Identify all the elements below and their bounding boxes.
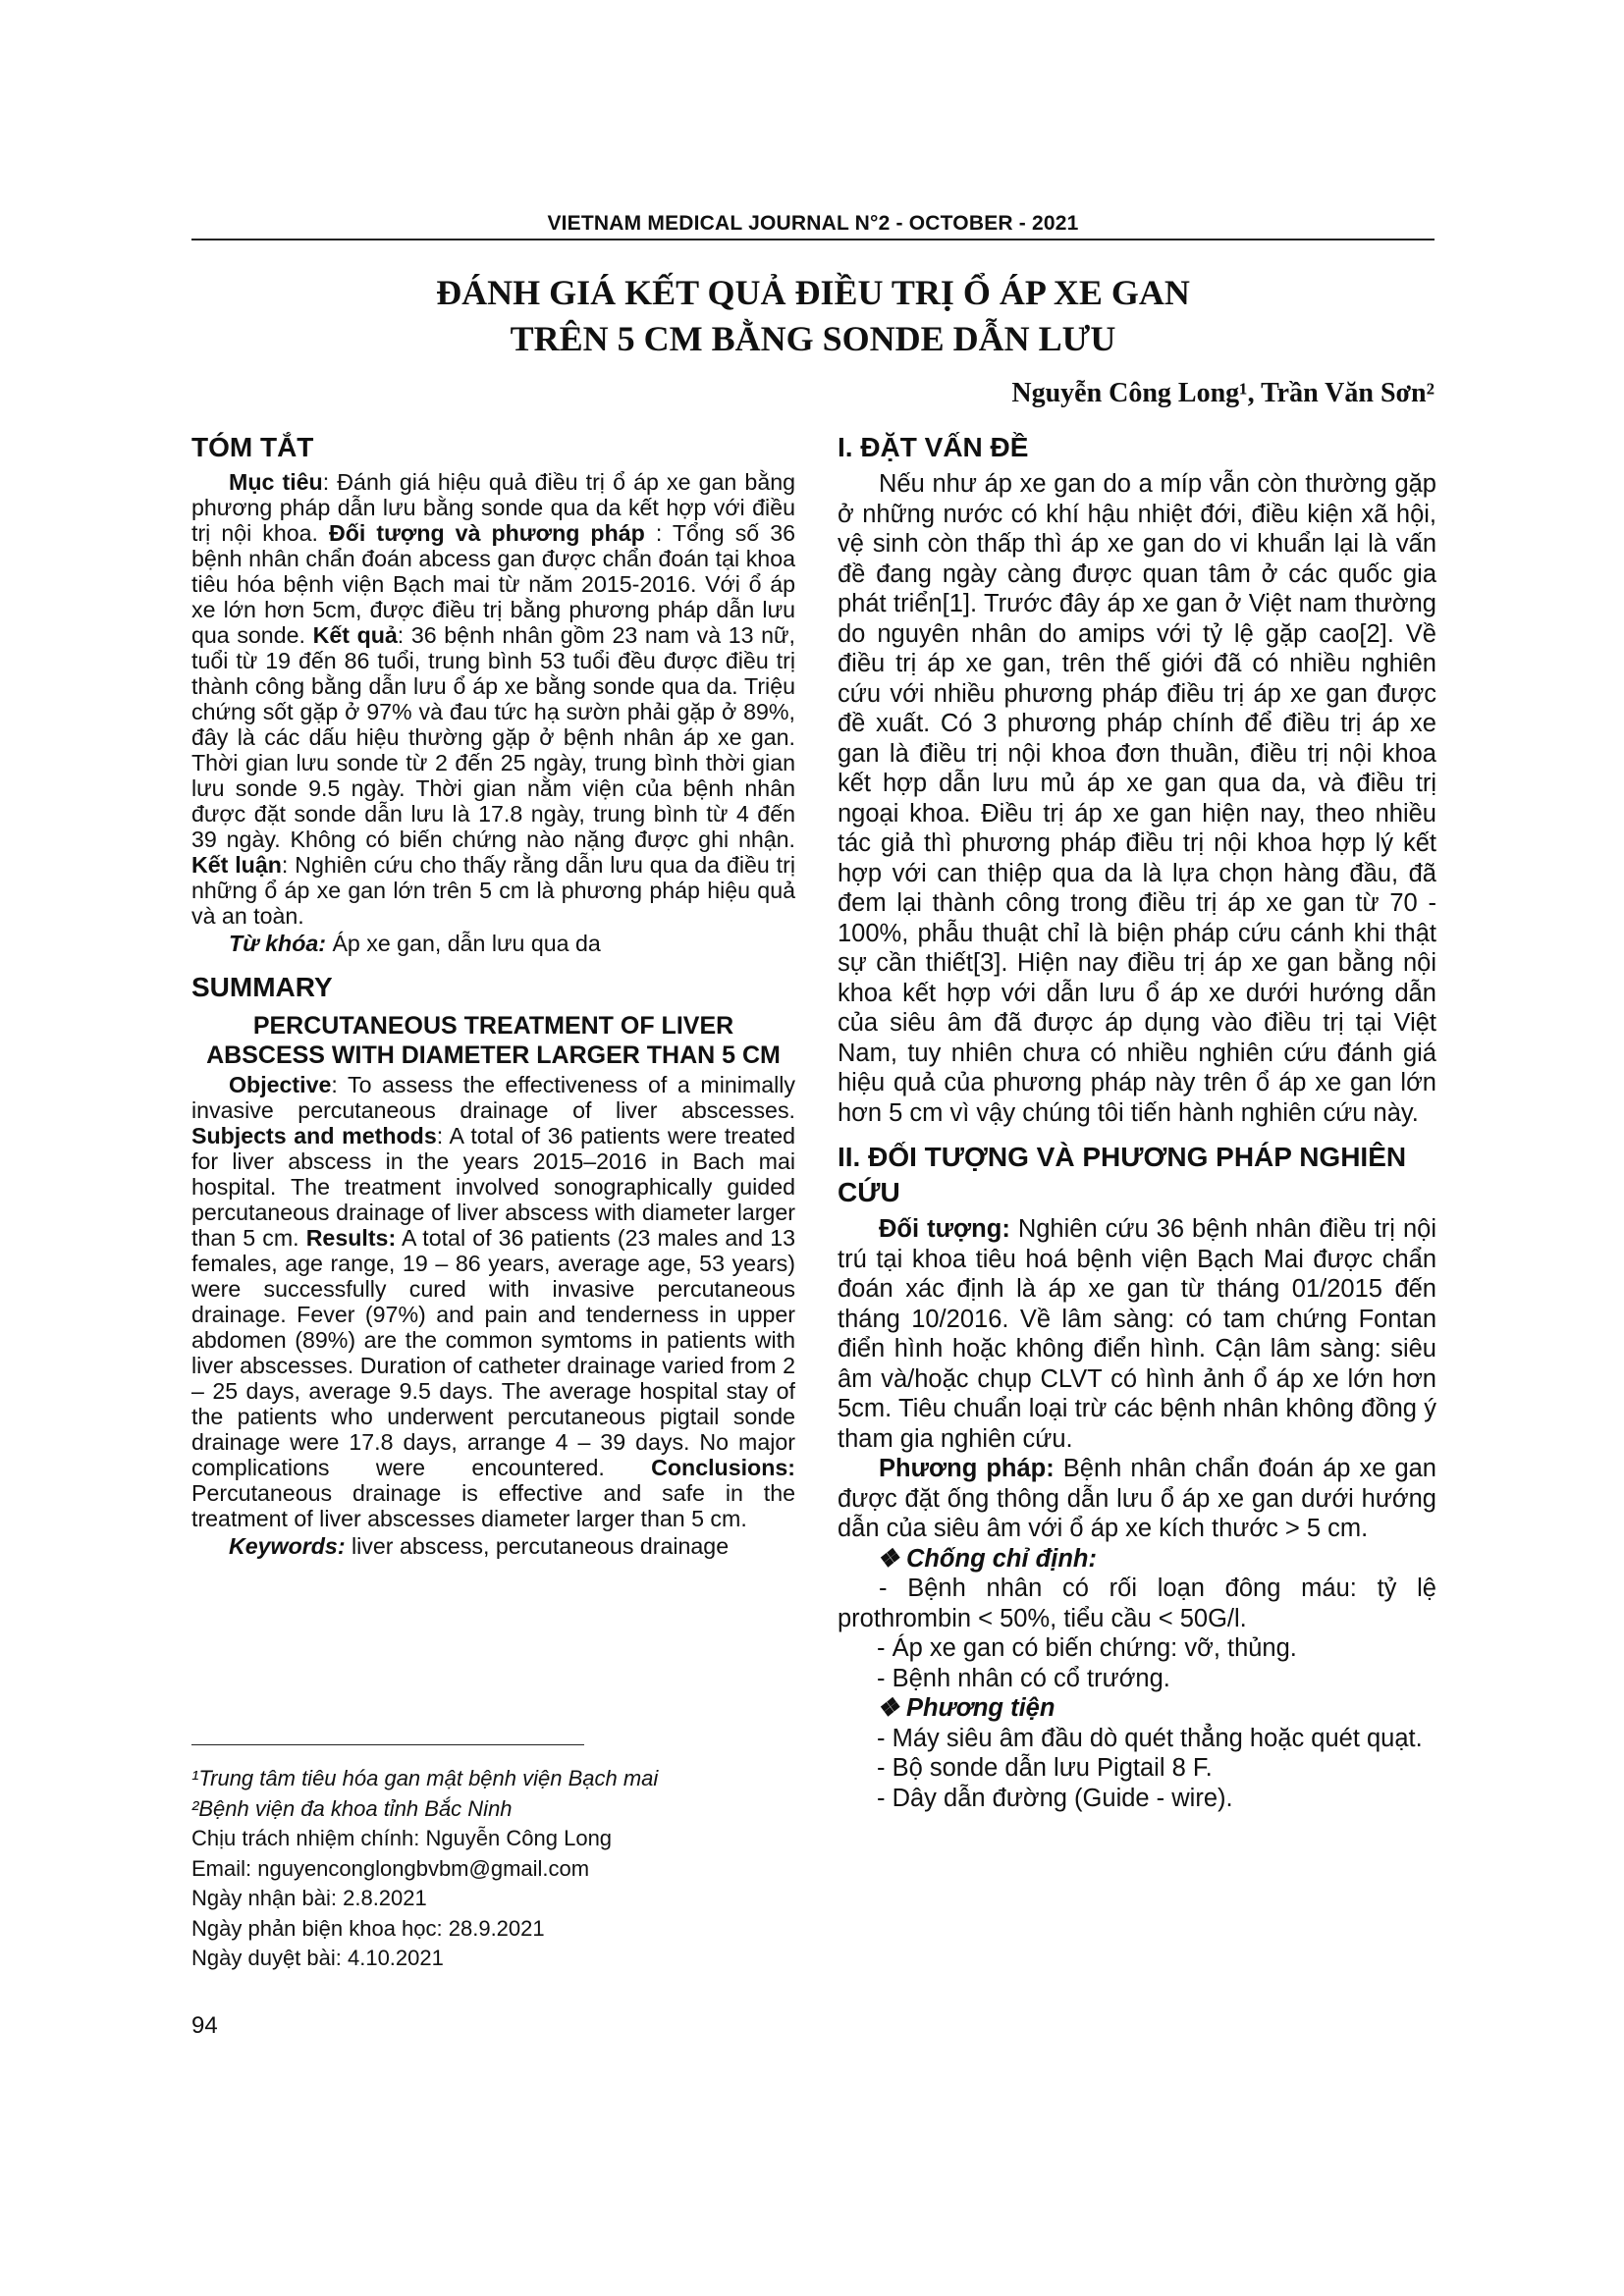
- summary-objective-label: Objective: [229, 1072, 332, 1097]
- summary-methods-label: Subjects and methods: [191, 1123, 437, 1148]
- running-header: VIETNAM MEDICAL JOURNAL N°2 - OCTOBER - 2021: [547, 212, 1079, 235]
- section-2-subjects: [838, 1214, 1436, 1454]
- footnote-affiliation-1: ¹Trung tâm tiêu hóa gan mật bệnh viện Bạch mai: [191, 1766, 659, 1790]
- methods-text: Bệnh nhân chẩn đoán áp xe gan được đặt ống thông dẫn lưu ổ áp xe gan dưới hướng dẫn của siêu âm với ổ áp xe kích thước > 5 cm.: [838, 1455, 1436, 1542]
- equipment-item: - Bộ sonde dẫn lưu Pigtail 8 F.: [877, 1754, 1213, 1782]
- summary-conclusion-label: Conclusions:: [651, 1455, 795, 1480]
- abstract-conclusion-text: : Nghiên cứu cho thấy rằng dẫn lưu qua da điều trị những ổ áp xe gan lớn trên 5 cm là phương pháp hiệu quả và an toàn.: [191, 852, 795, 929]
- section-1-paragraph: Nếu như áp xe gan do a míp vẫn còn thường gặp ở những nước có khí hậu nhiệt đới, điều kiện xã hội, vệ sinh còn thấp thì áp xe gan do vi khuẩn lại là vấn đề đang ngày càng được quan tâm ở các quốc gia phát triển[1]. Trước đây áp xe gan ở Việt nam thường do nguyên nhân do amips với tỷ lệ gặp cao[2]. Về điều trị áp xe gan, trên thế giới đã có nhiều nghiên cứu với nhiều phương pháp điều trị áp xe gan được đề xuất. Có 3 phương pháp chính để điều trị áp xe gan là điều trị nội khoa đơn thuần, điều trị nội khoa kết hợp dẫn lưu mủ áp xe gan qua da, và điều trị ngoại khoa. Điều trị áp xe gan hiện nay, theo nhiều tác giả thì phương pháp điều trị nội khoa hợp lý kết hợp với can thiệp qua da là lựa chọn hàng đầu, đã đem lại thành công trong điều trị áp xe gan từ 70 - 100%, phẫu thuật chỉ là biện pháp cứu cánh khi thật sự cần thiết[3]. Hiện nay điều trị áp xe gan bằng nội khoa kết hợp với dẫn lưu ổ áp xe dưới hướng dẫn của siêu âm đã được áp dụng vào điều trị tại Việt Nam, tuy nhiên chưa có nhiều nghiên cứu đánh giá hiệu quả của phương pháp này trên ổ áp xe gan lớn hơn 5 cm vì vậy chúng tôi tiến hành nghiên cứu này.: [838, 470, 1436, 1127]
- keywords-en-label: Keywords:: [229, 1533, 346, 1559]
- section-2-heading: II. ĐỐI TƯỢNG VÀ PHƯƠNG PHÁP NGHIÊN CỨU: [838, 1142, 1407, 1207]
- summary-results-text: A total of 36 patients (23 males and 13 females, age range, 19 – 86 years, average age, 53 years) were successfully cured with invasive percutaneous drainage. Fever (97%) and pain and tenderness in upper abdomen (89%) are the common symtoms in patients with liver abscesses. Duration of catheter drainage varied from 2 – 25 days, average 9.5 days. The average hospital stay of the patients who underwent percutaneous pigtail sonde drainage were 17.8 days, arrange 4 – 39 days. No major complications were encountered.: [191, 1225, 795, 1480]
- summary-objective-text: : To assess the effectiveness of a minimally invasive percutaneous drainage of liver abscesses.: [191, 1072, 795, 1123]
- page-number: 94: [191, 2012, 218, 2039]
- summary-conclusion-text: Percutaneous drainage is effective and safe in the treatment of liver abscesses diameter larger than 5 cm.: [191, 1480, 795, 1531]
- keywords-vi-text: Áp xe gan, dẫn lưu qua da: [326, 931, 601, 956]
- summary-title-line-1: PERCUTANEOUS TREATMENT OF LIVER: [252, 1012, 734, 1040]
- contraindication-item: - Bệnh nhân có cổ trướng.: [877, 1664, 1170, 1692]
- footnote-corresponding: Chịu trách nhiệm chính: Nguyễn Công Long: [191, 1826, 613, 1850]
- abstract-results-label: Kết quả: [312, 622, 398, 648]
- contraindication-item: - Bệnh nhân có rối loạn đông máu: tỷ lệ prothrombin < 50%, tiểu cầu < 50G/l.: [838, 1575, 1436, 1632]
- article-title: [191, 270, 1435, 362]
- abstract-conclusion-label: Kết luận: [191, 852, 282, 878]
- summary-title: [191, 1011, 795, 1070]
- footnotes: [191, 1764, 781, 1974]
- equipment-item: - Dây dẫn đường (Guide - wire).: [877, 1784, 1233, 1812]
- equipment-heading: ❖ Phương tiện: [877, 1694, 1056, 1722]
- abstract-methods-text: : Tổng số 36 bệnh nhân chẩn đoán abcess gan được chẩn đoán tại khoa tiêu hóa bệnh viện Bạch mai từ năm 2015-2016. Với ổ áp xe lớn hơn 5cm, được điều trị bằng phương pháp dẫn lưu qua sonde.: [191, 520, 795, 648]
- footnote-reviewed: Ngày phản biện khoa học: 28.9.2021: [191, 1915, 545, 1941]
- methods-label: Phương pháp:: [879, 1455, 1055, 1482]
- equipment-item: - Máy siêu âm đầu dò quét thẳng hoặc quét quạt.: [877, 1724, 1423, 1752]
- summary-methods-text: : A total of 36 patients were treated for liver abscess in the years 2015–2016 in Bach mai hospital. The treatment involved sonographically guided percutaneous drainage of liver abscess with diameter larger than 5 cm.: [191, 1123, 796, 1251]
- abstract-methods-label: Đối tượng và phương pháp: [329, 520, 645, 546]
- footnote-received: Ngày nhận bài: 2.8.2021: [191, 1886, 427, 1910]
- footnote-rule: [191, 1744, 584, 1745]
- summary-en-body: [191, 1072, 795, 1531]
- summary-title-line-2: ABSCESS WITH DIAMETER LARGER THAN 5 CM: [206, 1041, 781, 1069]
- contraindication-item: - Áp xe gan có biến chứng: vỡ, thủng.: [877, 1634, 1297, 1662]
- abstract-vi-keywords: [191, 931, 795, 956]
- summary-en-keywords: [191, 1533, 795, 1559]
- summary-results-label: Results:: [305, 1225, 397, 1251]
- contraindications-heading: ❖ Chống chỉ định:: [877, 1544, 1097, 1573]
- footnote-affiliation-2: ²Bệnh viện đa khoa tỉnh Bắc Ninh: [191, 1795, 513, 1821]
- keywords-vi-label: Từ khóa:: [229, 931, 326, 956]
- authors: Nguyễn Công Long¹, Trần Văn Sơn²: [1011, 378, 1435, 408]
- footnote-email: Email: nguyenconglongbvbm@gmail.com: [191, 1855, 590, 1881]
- footnote-accepted: Ngày duyệt bài: 4.10.2021: [191, 1946, 444, 1970]
- header-rule: [191, 239, 1435, 240]
- left-column: [191, 430, 795, 1559]
- section-1-heading: I. ĐẶT VẤN ĐỀ: [838, 432, 1029, 462]
- title-line-1: ĐÁNH GIÁ KẾT QUẢ ĐIỀU TRỊ Ổ ÁP XE GAN: [436, 273, 1190, 312]
- right-column: [838, 430, 1436, 1813]
- abstract-objective-text: : Đánh giá hiệu quả điều trị ổ áp xe gan bằng phương pháp dẫn lưu bằng sonde qua da kết hợp với điều trị nội khoa.: [191, 469, 796, 546]
- abstract-vi-body: [191, 469, 795, 929]
- keywords-en-text: liver abscess, percutaneous drainage: [345, 1533, 730, 1559]
- abstract-objective-label: Mục tiêu: [229, 469, 323, 495]
- abstract-heading: TÓM TẮT: [191, 432, 314, 462]
- subjects-text: Nghiên cứu 36 bệnh nhân điều trị nội trú tại khoa tiêu hoá bệnh viện Bạch Mai được chẩn đoán xác định là áp xe gan từ tháng 01/2015 đến tháng 10/2016. Về lâm sàng: có tam chứng Fontan điển hình hoặc không điển hình. Cận lâm sàng: siêu âm và/hoặc chụp CLVT có hình ảnh ổ áp xe lớn hơn 5cm. Tiêu chuẩn loại trừ các bệnh nhân không đồng ý tham gia nghiên cứu.: [838, 1215, 1436, 1453]
- summary-heading: SUMMARY: [191, 972, 333, 1002]
- section-2-methods: [838, 1454, 1436, 1544]
- subjects-label: Đối tượng:: [879, 1215, 1010, 1243]
- title-line-2: TRÊN 5 CM BẰNG SONDE DẪN LƯU: [510, 319, 1116, 358]
- abstract-results-text: : 36 bệnh nhân gồm 23 nam và 13 nữ, tuổi từ 19 đến 86 tuổi, trung bình 53 tuổi đều được điều trị thành công bằng dẫn lưu ổ áp xe bằng sonde qua da. Triệu chứng sốt gặp ở 97% và đau tức hạ sườn phải gặp ở 89%, đây là các dấu hiệu thường gặp ở bệnh nhân áp xe gan. Thời gian lưu sonde từ 2 đến 25 ngày, trung bình thời gian lưu sonde 9.5 ngày. Thời gian nằm viện của bệnh nhân được đặt sonde dẫn lưu là 17.8 ngày, trung bình từ 4 đến 39 ngày. Không có biến chứng nào nặng được ghi nhận.: [191, 622, 795, 852]
